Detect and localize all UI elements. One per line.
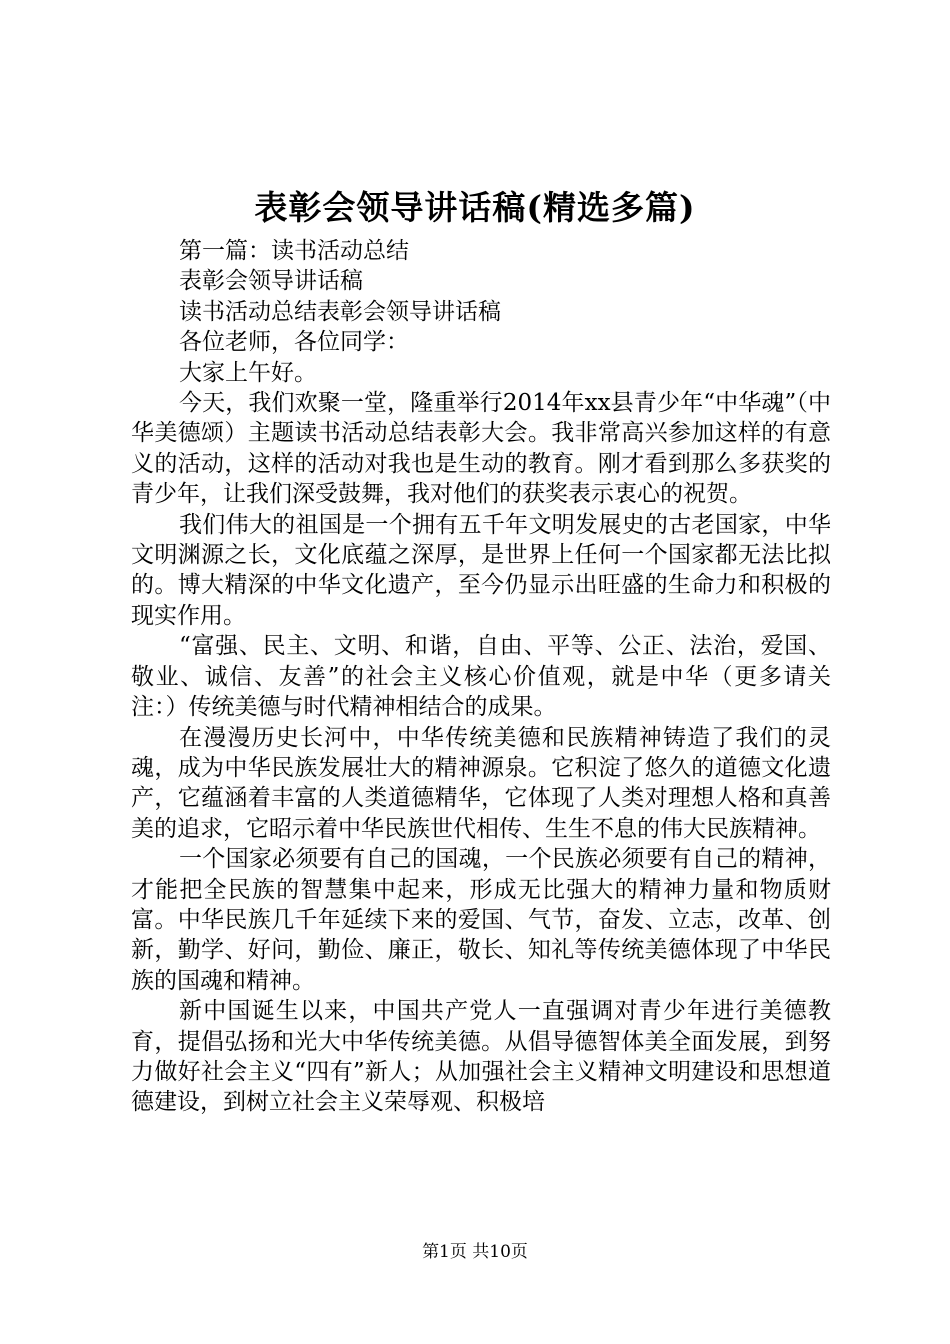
subtitle-line: 读书活动总结表彰会领导讲话稿 [179, 298, 501, 325]
greeting: 大家上午好。 [179, 359, 317, 386]
subtitle-line: 表彰会领导讲话稿 [179, 268, 363, 295]
paragraph: 一个国家必须要有自己的国魂，一个民族必须要有自己的精神，才能把全民族的智慧集中起来，形成无比强大的精神力量和物质财富。中华民族几千年延续下来的爱国、气节，奋发、立志，改革、创新，勤学、好问，勤俭、廉正，敬长、知礼等传统美德体现了中华民族的国魂和精神。 [131, 846, 831, 994]
paragraph: 我们伟大的祖国是一个拥有五千年文明发展史的古老国家，中华文明渊源之长，文化底蕴之深厚，是世界上任何一个国家都无法比拟的。博大精深的中华文化遗产，至今仍显示出旺盛的生命力和积极的现实作用。 [131, 511, 831, 629]
paragraph: 新中国诞生以来，中国共产党人一直强调对青少年进行美德教育，提倡弘扬和光大中华传统美德。从倡导德智体美全面发展，到努力做好社会主义“四有”新人；从加强社会主义精神文明建设和思想道德建设，到树立社会主义荣辱观、积极培 [131, 998, 831, 1116]
page-number-footer: 第1页 共10页 [422, 1242, 528, 1262]
salutation: 各位老师，各位同学： [179, 329, 409, 356]
paragraph: 今天，我们欢聚一堂，隆重举行2014年xx县青少年“中华魂”（中华美德颂）主题读书活动总结表彰大会。我非常高兴参加这样的有意义的活动，这样的活动对我也是生动的教育。刚才看到那么多获奖的青少年，让我们深受鼓舞，我对他们的获奖表示衷心的祝贺。 [131, 390, 831, 508]
document-title: 表彰会领导讲话稿(精选多篇) [254, 188, 696, 227]
section-heading: 第一篇：读书活动总结 [179, 238, 409, 264]
document-body [131, 236, 831, 1118]
paragraph: 在漫漫历史长河中，中华传统美德和民族精神铸造了我们的灵魂，成为中华民族发展壮大的精神源泉。它积淀了悠久的道德文化遗产，它蕴涵着丰富的人类道德精华，它体现了人类对理想人格和真善美的追求，它昭示着中华民族世代相传、生生不息的伟大民族精神。 [131, 724, 831, 842]
paragraph: “富强、民主、文明、和谐，自由、平等、公正、法治，爱国、敬业、诚信、友善”的社会主义核心价值观，就是中华（更多请关注：）传统美德与时代精神相结合的成果。 [131, 633, 831, 721]
